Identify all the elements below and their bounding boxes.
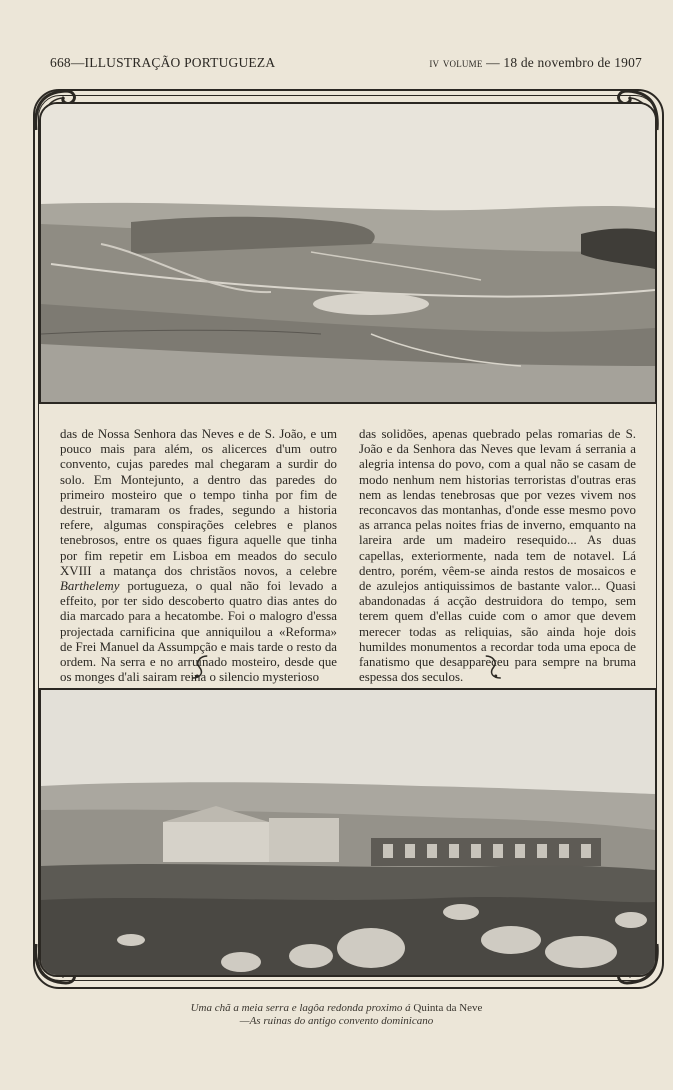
landscape-lagoon-image xyxy=(41,104,655,402)
convent-ruins-image xyxy=(41,690,655,975)
caption-line-2: —As ruinas do antigo convento dominicano xyxy=(239,1015,434,1027)
article-column-right xyxy=(359,427,636,685)
publication-title: —ILLUSTRAÇÃO PORTUGUEZA xyxy=(70,55,276,70)
left-text-italic-barthelemy: Barthelemy xyxy=(60,579,120,594)
left-text-part-2: portugueza, o qual não foi levado a effeito, por ter sido descoberto quatro dias antes do dia marcado para a hecatombe. Foi o malogro d'essa projectada carnificina que anniquilou a «Reforma» de Frei Manuel da Assumpção e mais tarde o resto da ordem. Na serra e no arruinado mosteiro, desde que os monges d'ali sairam reina o silencio mysterioso xyxy=(60,579,337,685)
article-paragraph-left xyxy=(60,427,337,685)
volume-label: iv volume xyxy=(429,55,483,70)
caption-place-name: Quinta da Neve xyxy=(413,1002,483,1014)
photo-caption xyxy=(60,1002,613,1028)
issue-date: — 18 de novembro de 1907 xyxy=(486,55,642,70)
article-paragraph-right: das solidões, apenas quebrado pelas romarias de S. João e da Senhora das Neves que levam á serrania a alegria intensa do povo, com a qual não se casam de modo nenhum nem historias terroristas d'outras eras nem as lendas tenebrosas que por vezes vivem nos reconcavos das montanhas, d'onde esse mesmo povo as arranca pelas noites frias de inverno, emquanto na lareira arde um madeiro resequido... As duas capellas, exteriormente, nada tem de notavel. Lá dentro, porém, vêem-se ainda restos de mosaicos e de azulejos antiquissimos de bastante valor... Quasi abandonadas á acção destruidora do tempo, sem terem quem d'ellas cuide com o amor que devem merecer todas as reliquias, são ainda hoje dois humildes monumentos a recordar toda uma epoca de fanatismo que desappareceu para sempre na bruma espessa dos seculos. xyxy=(359,427,636,685)
bottom-ruins-photo xyxy=(39,688,657,977)
header-right xyxy=(429,55,642,71)
top-landscape-photo xyxy=(39,102,657,404)
caption-line-1-italic: Uma chã a meia serra e lagôa redonda proximo á xyxy=(190,1002,414,1014)
article-column-left xyxy=(60,427,337,685)
caption-line-1 xyxy=(60,1002,613,1015)
page-header xyxy=(50,55,642,73)
left-text-part-1: das de Nossa Senhora das Neves e de S. João, e um pouco mais para além, os alicerces d'um outro convento, cujas paredes mal chegaram a surdir do solo. Em Montejunto, a dentro das paredes do primeiro mosteiro que o tempo tinha por fim de destruir, tramaram os frades, segundo a historia refere, algumas conspirações celebres e planos tenebrosos, entre os quaes figura aquelle que tinha por fim repetir em Lisboa em meados do seculo XVIII a matança dos christãos novos, a celebre xyxy=(60,427,337,578)
page-number: 668 xyxy=(50,55,71,70)
header-left xyxy=(50,55,275,71)
